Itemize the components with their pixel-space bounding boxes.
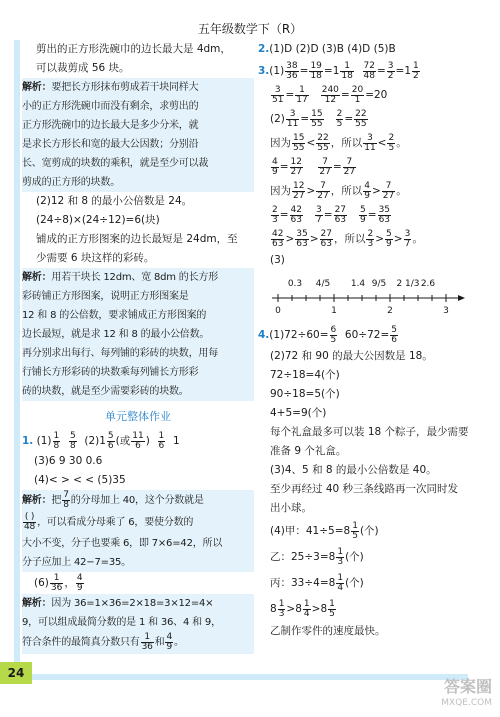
text-span: 1 bbox=[172, 435, 180, 447]
text-span: >8 bbox=[286, 603, 302, 615]
text-span: = bbox=[323, 209, 333, 221]
text-span: =1 bbox=[395, 65, 411, 77]
text-span: (1)D (2)D (3)B (4)D (5)B bbox=[269, 43, 396, 55]
question-number: 1. bbox=[22, 435, 34, 447]
text-line: 行铺长方形彩砖的块数乘每列铺长方形彩 bbox=[22, 367, 199, 378]
fraction: $\frac{12}{27}$ bbox=[293, 180, 305, 201]
analysis-label: 解析： bbox=[22, 272, 52, 283]
fraction: $\frac{4}{9}$ bbox=[76, 572, 83, 593]
watermark-logo bbox=[441, 679, 492, 711]
number-line-label: 9/5 bbox=[371, 279, 387, 289]
text-span: = bbox=[279, 161, 289, 173]
fraction: $\frac{2}{3}$ bbox=[272, 204, 278, 225]
text-line: 至少再经过 40 秒三条线路再一次同时发 bbox=[270, 483, 459, 495]
text-span: (1) bbox=[36, 435, 52, 447]
fraction: $\frac{35}{63}$ bbox=[296, 228, 308, 249]
number-line-label: 1.4 bbox=[350, 279, 366, 289]
watermark-url: MXQE.COM bbox=[441, 698, 492, 708]
text-line: 大小不变，分子也要乘 6，即 7×6=42，所以 bbox=[22, 538, 223, 549]
fraction: $\frac{27}{63}$ bbox=[320, 228, 332, 249]
fraction: $\frac{1}{36}$ bbox=[50, 572, 63, 593]
section-title: 单元整体作业 bbox=[105, 410, 171, 423]
fraction: $\frac{5}{8}$ bbox=[69, 430, 76, 451]
text-span: > bbox=[285, 233, 295, 245]
number-line-label: 0 bbox=[275, 306, 281, 316]
fraction: $\frac{3}{2}$ bbox=[387, 60, 394, 81]
fraction: $\frac{240}{12}$ bbox=[321, 84, 339, 105]
text-line: 铺成的正方形图案的边长最短是 24dm，至 bbox=[36, 233, 238, 245]
text-span: 因为 bbox=[270, 185, 291, 197]
analysis-label: 解析： bbox=[22, 82, 52, 93]
fraction: $\frac{1}{3}$ bbox=[337, 546, 344, 567]
text-span: 因为 36=1×36=2×18=3×12=4× bbox=[51, 598, 214, 609]
text-line: (3)4、5 和 8 的最小公倍数是 40。 bbox=[270, 464, 437, 476]
text-line: 剪出的正方形洗碗巾的边长最大是 4dm， bbox=[36, 43, 231, 55]
text-span: 和 bbox=[154, 637, 165, 648]
fraction: $\frac{42}{63}$ bbox=[290, 204, 302, 225]
text-line: 可以裁剪成 56 块。 bbox=[36, 62, 130, 74]
text-line: 边长最短，就是求 12 和 8 的最小公倍数。 bbox=[22, 329, 210, 340]
number-line-label: 3 bbox=[443, 306, 449, 316]
fraction: $\frac{3}{51}$ bbox=[272, 84, 284, 105]
text-span: 丙：33÷4=8 bbox=[270, 577, 336, 589]
text-span: (2)1 bbox=[84, 435, 106, 447]
question-1-line bbox=[22, 430, 254, 452]
fraction: $\frac{20}{1}$ bbox=[351, 84, 364, 105]
analysis-box bbox=[22, 268, 254, 401]
fraction: $\frac{5}{6}$ bbox=[107, 430, 114, 451]
text-line: (4)< > < < (5)35 bbox=[34, 474, 126, 486]
fraction: $\frac{1}{5}$ bbox=[329, 598, 335, 619]
fraction: $\frac{5}{6}$ bbox=[391, 324, 397, 345]
fraction: $\frac{1}{4}$ bbox=[303, 598, 310, 619]
text-line: (3) bbox=[270, 254, 285, 266]
fraction: $\frac{22}{55}$ bbox=[355, 108, 367, 129]
fraction: $\frac{15}{55}$ bbox=[293, 132, 305, 153]
text-line: (24÷8)×(24÷12)=6(块) bbox=[36, 214, 160, 226]
fraction: $\frac{5}{9}$ bbox=[360, 204, 366, 225]
fraction: $\frac{11}{6}$ bbox=[132, 430, 144, 451]
question-line bbox=[22, 572, 254, 594]
text-line: 乙制作零件的速度最快。 bbox=[270, 625, 386, 637]
left-column bbox=[22, 40, 254, 654]
fraction: $\frac{72}{48}$ bbox=[363, 60, 375, 81]
fraction: $\frac{7}{27}$ bbox=[319, 156, 331, 177]
text-line: 长、宽剪成的块数的乘积，就是至少可以裁 bbox=[22, 158, 209, 169]
analysis-label: 解析： bbox=[22, 598, 52, 609]
text-span: ， bbox=[64, 577, 75, 589]
question-number: 2. bbox=[258, 43, 270, 55]
text-line: 是求长方形长和宽的最大公因数；分别沿 bbox=[22, 139, 199, 150]
text-line: 剪成的正方形的块数。 bbox=[22, 177, 120, 188]
text-span: >8 bbox=[311, 603, 328, 615]
text-span: > bbox=[375, 233, 385, 245]
text-line: 分子应加上 42−7=35。 bbox=[22, 557, 131, 568]
text-span: 。 bbox=[174, 637, 184, 648]
text-span: (个) bbox=[345, 551, 364, 563]
text-line: 12 和 8 的公倍数，要求铺成正方形图案的 bbox=[22, 310, 207, 321]
text-span: > bbox=[393, 233, 403, 245]
text-span: = bbox=[299, 65, 309, 77]
fraction: $\frac{27}{63}$ bbox=[334, 204, 347, 225]
text-span: (1)72÷60= bbox=[269, 329, 329, 341]
text-span: (6) bbox=[34, 577, 49, 589]
fraction: $\frac{1}{5}$ bbox=[352, 520, 358, 541]
text-span: > bbox=[309, 233, 319, 245]
number-line bbox=[258, 272, 474, 316]
fraction: $\frac{22}{55}$ bbox=[317, 132, 329, 153]
text-span: ，所以 bbox=[330, 185, 363, 197]
fraction: $\frac{3}{11}$ bbox=[286, 108, 299, 129]
fraction: $\frac{1}{6}$ bbox=[158, 430, 165, 451]
text-span: = bbox=[300, 113, 310, 125]
fraction: $\frac{4}{9}$ bbox=[166, 631, 173, 652]
text-span: (或 bbox=[115, 435, 131, 447]
number-line-label: 2 1/3 bbox=[396, 279, 420, 289]
page-number: 24 bbox=[0, 662, 32, 684]
text-span: 。 bbox=[412, 233, 423, 245]
text-span: =1 bbox=[323, 65, 340, 77]
text-line: 90÷18=5(个) bbox=[270, 388, 340, 400]
page-header: 五年级数学下（R） bbox=[197, 22, 303, 36]
fraction: $\frac{42}{63}$ bbox=[272, 228, 284, 249]
fraction: $\frac{6}{5}$ bbox=[330, 324, 337, 345]
question-number: 3. bbox=[258, 65, 270, 77]
analysis-label: 解析： bbox=[22, 495, 52, 506]
text-line: 72÷18=4(个) bbox=[270, 369, 340, 381]
text-span: 符合条件的最简真分数只有 bbox=[22, 637, 140, 648]
text-line: 用若干块长 12dm、宽 8dm 的长方形 bbox=[51, 272, 219, 283]
text-span: 乙：25÷3=8 bbox=[270, 551, 336, 563]
analysis-box bbox=[22, 594, 254, 654]
fraction: $\frac{35}{63}$ bbox=[378, 204, 391, 225]
text-span: = bbox=[285, 89, 295, 101]
text-span: =20 bbox=[365, 89, 388, 101]
text-line: (2)12 和 8 的最小公倍数是 24。 bbox=[36, 195, 193, 207]
fraction: $\frac{3}{11}$ bbox=[364, 132, 376, 153]
text-line: 准备 9 个礼盒。 bbox=[270, 445, 347, 457]
text-span: < bbox=[306, 137, 316, 149]
fraction: $\frac{1}{3}$ bbox=[278, 598, 285, 619]
fraction: $\frac{19}{18}$ bbox=[310, 60, 322, 81]
fraction: $\frac{7}{27}$ bbox=[382, 180, 395, 201]
text-span: 。 bbox=[396, 137, 407, 149]
text-span: ) bbox=[145, 435, 150, 447]
fraction: $\frac{2}{5}$ bbox=[336, 108, 343, 129]
text-span: = bbox=[344, 113, 354, 125]
fraction: $\frac{1}{4}$ bbox=[337, 572, 344, 593]
number-line-arrow bbox=[458, 295, 465, 301]
text-span: (个) bbox=[345, 577, 364, 589]
text-span: (1) bbox=[269, 65, 285, 77]
bottom-stripe bbox=[32, 674, 468, 680]
fraction: $\frac{1}{36}$ bbox=[141, 631, 153, 652]
text-span: > bbox=[306, 185, 316, 197]
fraction: $\frac{7}{27}$ bbox=[317, 180, 329, 201]
text-line: 彩砖铺正方形图案，说明正方形图案是 bbox=[22, 291, 189, 302]
text-span: > bbox=[371, 185, 381, 197]
question-number: 4. bbox=[258, 329, 270, 341]
text-span: = bbox=[367, 209, 377, 221]
fraction: $\frac{2}{5}$ bbox=[388, 132, 395, 153]
text-span: 把 bbox=[51, 495, 62, 506]
text-span: = bbox=[332, 161, 342, 173]
right-column bbox=[258, 40, 486, 641]
number-line-label: 0.3 bbox=[287, 279, 303, 289]
text-span: 。 bbox=[396, 185, 407, 197]
text-line: 4+5=9(个) bbox=[270, 407, 327, 419]
text-line: 少需要 6 块这样的彩砖。 bbox=[36, 252, 155, 264]
fraction: $\frac{1}{17}$ bbox=[296, 84, 308, 105]
text-line: 每个礼盒最多可以装 18 个粽子，最少需要 bbox=[270, 426, 469, 438]
text-line: 正方形洗碗巾的边长最大是多少分米，就 bbox=[22, 120, 199, 131]
fraction: $\frac{1}{8}$ bbox=[53, 430, 60, 451]
fraction: $\frac{12}{27}$ bbox=[290, 156, 302, 177]
text-line: 要把长方形抹布剪成若干块同样大 bbox=[51, 82, 199, 93]
number-line-label: 1 bbox=[331, 306, 337, 316]
fraction: $\frac{4}{9}$ bbox=[364, 180, 370, 201]
fraction: $\frac{38}{36}$ bbox=[286, 60, 298, 81]
text-span: = bbox=[279, 209, 289, 221]
text-line: (2)72 和 90 的最大公因数是 18。 bbox=[270, 350, 433, 362]
text-span: (2) bbox=[270, 113, 285, 125]
text-line: (3)6 9 30 0.6 bbox=[34, 455, 103, 467]
text-span: 60÷72= bbox=[344, 329, 390, 341]
text-line: 砖的块数，就是至少需要彩砖的块数。 bbox=[22, 386, 189, 397]
fraction: $\frac{7}{8}$ bbox=[63, 489, 69, 510]
text-span: 因为 bbox=[270, 137, 291, 149]
text-span: ，所以 bbox=[330, 137, 363, 149]
text-span: = bbox=[340, 89, 350, 101]
text-line: 出小球。 bbox=[270, 502, 312, 514]
fraction: $\frac{1}{18}$ bbox=[341, 60, 353, 81]
text-span: 的分母加上 40，这个分数就是 bbox=[70, 495, 204, 506]
analysis-box bbox=[22, 78, 254, 192]
analysis-box bbox=[22, 490, 254, 572]
number-line-label: 2 bbox=[387, 306, 393, 316]
fraction: $\frac{3}{7}$ bbox=[404, 228, 411, 249]
fraction: $\frac{2}{3}$ bbox=[367, 228, 374, 249]
number-line-label: 2.6 bbox=[420, 279, 436, 289]
text-span: (4)甲：41÷5=8 bbox=[270, 525, 351, 537]
text-span: ，可以看成分母乘了 6，要使分数的 bbox=[37, 517, 194, 528]
fraction: $\frac{7}{27}$ bbox=[343, 156, 356, 177]
fraction: $\frac{4}{9}$ bbox=[272, 156, 278, 177]
fraction: $\frac{15}{55}$ bbox=[311, 108, 323, 129]
watermark-text: 答案圈 bbox=[443, 677, 492, 696]
text-line: 9，可以组成最简分数的是 1 和 36、4 和 9， bbox=[22, 617, 221, 628]
blank-fraction: $\frac{( )}{48}$ bbox=[24, 511, 36, 532]
number-line-label: 4/5 bbox=[315, 279, 331, 289]
fraction: $\frac{3}{7}$ bbox=[316, 204, 322, 225]
text-span: (个) bbox=[359, 525, 379, 537]
text-line: 小的正方形洗碗巾而没有剩余，求剪出的 bbox=[22, 101, 199, 112]
sidebar-stripe bbox=[14, 40, 20, 662]
fraction: $\frac{5}{9}$ bbox=[386, 228, 392, 249]
fraction: $\frac{1}{2}$ bbox=[413, 60, 419, 81]
text-line: 再分别求出每行、每列铺的彩砖的块数，用每 bbox=[22, 348, 218, 359]
text-span: 8 bbox=[270, 603, 277, 615]
text-span: ，所以 bbox=[333, 233, 366, 245]
text-span: = bbox=[376, 65, 386, 77]
text-span: < bbox=[377, 137, 387, 149]
